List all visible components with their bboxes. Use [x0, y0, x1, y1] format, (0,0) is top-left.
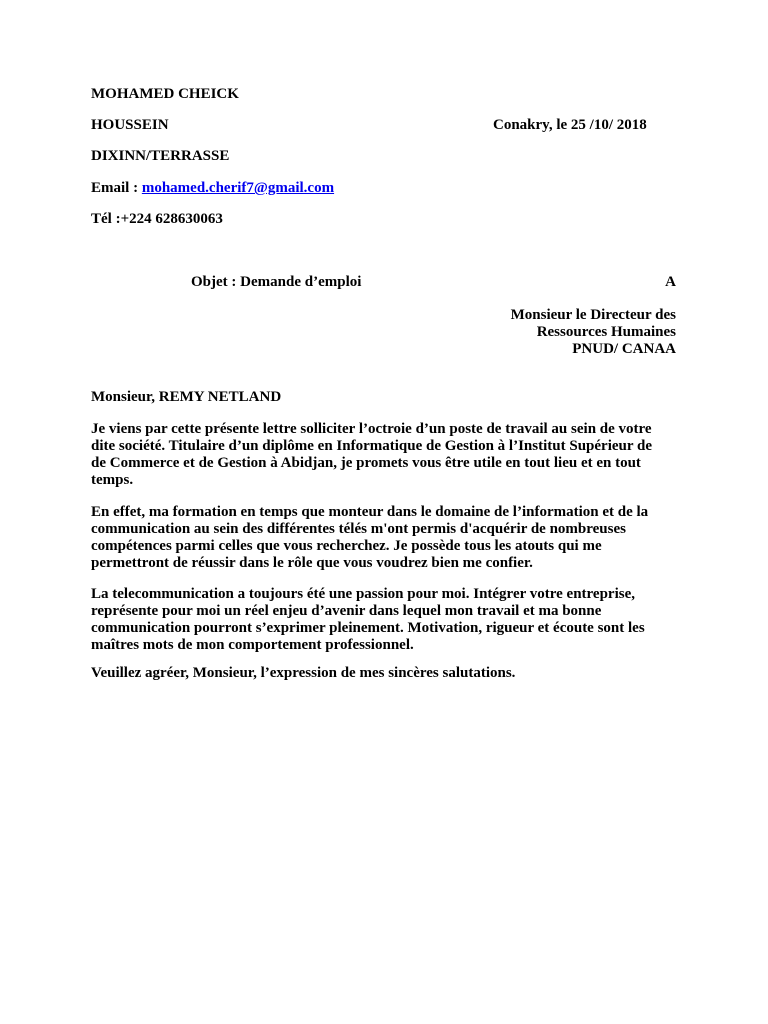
sender-address: DIXINN/TERRASSE [91, 148, 230, 164]
sender-phone: Tél :+224 628630063 [91, 211, 223, 227]
paragraph-line: Je viens par cette présente lettre solliciter l’octroie d’un poste de travail au sein de votre [91, 421, 652, 437]
place-date: Conakry, le 25 /10/ 2018 [493, 117, 647, 133]
closing-paragraph [91, 665, 691, 682]
paragraph-line: Veuillez agréer, Monsieur, l’expression de mes sincères salutations. [91, 665, 516, 681]
paragraph-2 [91, 504, 691, 572]
paragraph-line: La telecommunication a toujours été une passion pour moi. Intégrer votre entreprise, [91, 586, 635, 602]
recipient-line3: PNUD/ CANAA [572, 341, 676, 357]
paragraph-line: maîtres mots de mon comportement professionnel. [91, 637, 414, 653]
recipient-line1: Monsieur le Directeur des [510, 307, 676, 323]
email-link[interactable]: mohamed.cherif7@gmail.com [141, 180, 335, 196]
subject-line: Objet : Demande d’emploi [191, 274, 362, 290]
paragraph-1 [91, 421, 691, 489]
recipient-line2: Ressources Humaines [536, 324, 676, 340]
recipient-to: A [665, 274, 676, 290]
paragraph-line: communication au sein des différentes télés m'ont permis d'acquérir de nombreuses [91, 521, 626, 537]
salutation: Monsieur, REMY NETLAND [91, 389, 282, 405]
paragraph-line: communication pourront s’exprimer pleinement. Motivation, rigueur et écoute sont les [91, 620, 645, 636]
sender-email-row [91, 180, 334, 197]
paragraph-line: dite société. Titulaire d’un diplôme en Informatique de Gestion à l’Institut Supérieur de [91, 438, 652, 454]
sender-name-line1: MOHAMED CHEICK [91, 86, 239, 102]
paragraph-line: de Commerce et de Gestion à Abidjan, je promets vous être utile en tout lieu et en tout [91, 455, 641, 471]
email-label: Email : [91, 180, 142, 196]
paragraph-line: compétences parmi celles que vous recherchez. Je possède tous les atouts qui me [91, 538, 602, 554]
sender-name-line2: HOUSSEIN [91, 117, 169, 133]
paragraph-3 [91, 586, 691, 654]
paragraph-line: permettront de réussir dans le rôle que vous voudrez bien me confier. [91, 555, 533, 571]
paragraph-line: En effet, ma formation en temps que monteur dans le domaine de l’information et de la [91, 504, 649, 520]
paragraph-line: représente pour moi un réel enjeu d’avenir dans lequel mon travail et ma bonne [91, 603, 602, 619]
paragraph-line: temps. [91, 472, 134, 488]
